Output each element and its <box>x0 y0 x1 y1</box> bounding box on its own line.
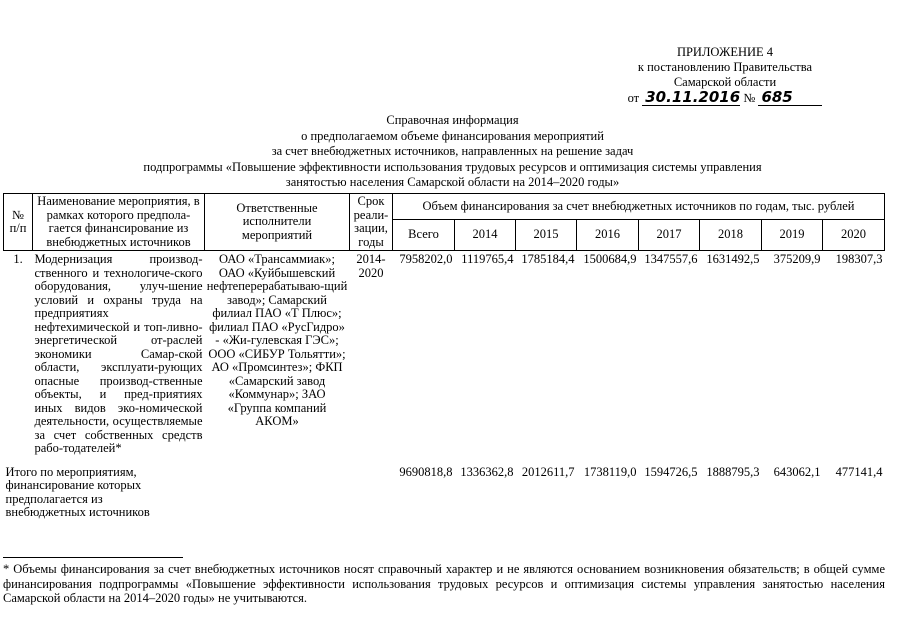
title-line-2: о предполагаемом объеме финансирования мероприятий <box>301 128 604 143</box>
appendix-resolution-line: к постановлению Правительства <box>637 60 813 74</box>
header-row-1 <box>4 194 885 220</box>
handwritten-number: 685 <box>758 90 822 106</box>
total-value-2018: 1888795,3 <box>706 464 760 479</box>
header-year-2015: 2015 <box>516 220 577 251</box>
total-value-2016: 1738119,0 <box>583 464 637 479</box>
header-year-2018: 2018 <box>700 220 762 251</box>
title-line-3: за счет внебюджетных источников, направленных на решение задач <box>271 144 634 158</box>
header-num: № п/п <box>4 194 33 251</box>
footnote: * Объемы финансирования за счет внебюджетных источников носят справочный характер и не являются основанием возникновения обязательств; в общей сумме финансирования подпрограммы «Повышение эффективности использования трудовых ресурсов и оптимизация системы управления занятостью населения Самарской области на 2014–2020 годы» не учитываются. <box>3 562 885 605</box>
header-year-2019: 2019 <box>762 220 823 251</box>
row-period: 2014-2020 <box>356 252 386 280</box>
header-financing: Объем финансирования за счет внебюджетных источников по годам, тыс. рублей <box>393 194 885 220</box>
financing-table <box>3 193 885 522</box>
row-value-2017: 1347557,6 <box>644 252 698 266</box>
title-line-1: Справочная информация <box>386 113 519 127</box>
header-name: Наименование мероприятия, в рамках которого предпола-гается финансирование из внебюджетных источников <box>33 194 205 251</box>
appendix-block <box>600 45 850 106</box>
total-value-2014: 1336362,8 <box>460 464 514 479</box>
row-value-2018: 1631492,5 <box>706 252 760 266</box>
header-year-2016: 2016 <box>577 220 639 251</box>
document-title <box>0 113 905 191</box>
header-year-2017: 2017 <box>639 220 700 251</box>
handwritten-date: 30.11.2016 <box>642 90 740 106</box>
total-sum: 9690818,8 <box>399 464 453 479</box>
row-value-2014: 1119765,4 <box>461 252 514 266</box>
header-year-2014: 2014 <box>455 220 516 251</box>
total-label: Итого по мероприятиям, финансирование которых предполагается из внебюджетных источников <box>5 464 150 519</box>
header-total: Всего <box>393 220 455 251</box>
total-value-2019: 643062,1 <box>773 464 821 479</box>
header-executors: Ответственные исполнители мероприятий <box>205 194 350 251</box>
row-name: Модернизация производ-ственного и технологиче-ского оборудования, улуч-шение условий и охраны труда на предприятиях нефтехимической и топ-ливно-энергетической от-раслей экономики Самар-ской области, эксплуати-рующих опасные производ-ственные объекты, и пред-приятиях иных видов эко-номической деятельности, осуществляемые за счет собственных средств рабо-тодателей* <box>34 252 203 455</box>
row-total: 7958202,0 <box>399 252 453 266</box>
row-num: 1. <box>13 252 23 266</box>
total-row <box>4 458 885 522</box>
total-value-2015: 2012611,7 <box>521 464 575 479</box>
number-prefix: № <box>743 91 756 105</box>
footnote-divider <box>3 557 183 558</box>
header-year-2020: 2020 <box>823 220 885 251</box>
appendix-date-line <box>600 90 850 106</box>
total-value-2020: 477141,4 <box>835 464 883 479</box>
table-row <box>4 251 885 458</box>
row-executors: ОАО «Трансаммиак»; ОАО «Куйбышевский нефтеперерабатываю-щий завод»; Самарский филиал ПАО «Т Плюс»; филиал ПАО «РусГидро» - «Жи-гулевская ГЭС»; ООО «СИБУР Тольятти»; АО «Промсинтез»; ФКП «Самарский завод «Коммунар»; ЗАО «Группа компаний АКОМ» <box>206 252 348 428</box>
title-line-4: подпрограммы «Повышение эффективности использования трудовых ресурсов и оптимизация системы управления <box>143 159 762 174</box>
row-value-2015: 1785184,4 <box>521 252 575 266</box>
row-value-2019: 375209,9 <box>773 252 821 266</box>
appendix-title: ПРИЛОЖЕНИЕ 4 <box>676 45 774 59</box>
total-value-2017: 1594726,5 <box>644 464 698 479</box>
header-period: Срок реали-зации, годы <box>350 194 393 251</box>
date-prefix: от <box>627 91 640 105</box>
row-value-2020: 198307,3 <box>835 252 883 266</box>
row-value-2016: 1500684,9 <box>583 252 637 266</box>
title-line-5: занятостью населения Самарской области на 2014–2020 годы» <box>285 175 620 189</box>
appendix-region-line: Самарской области <box>673 75 777 89</box>
